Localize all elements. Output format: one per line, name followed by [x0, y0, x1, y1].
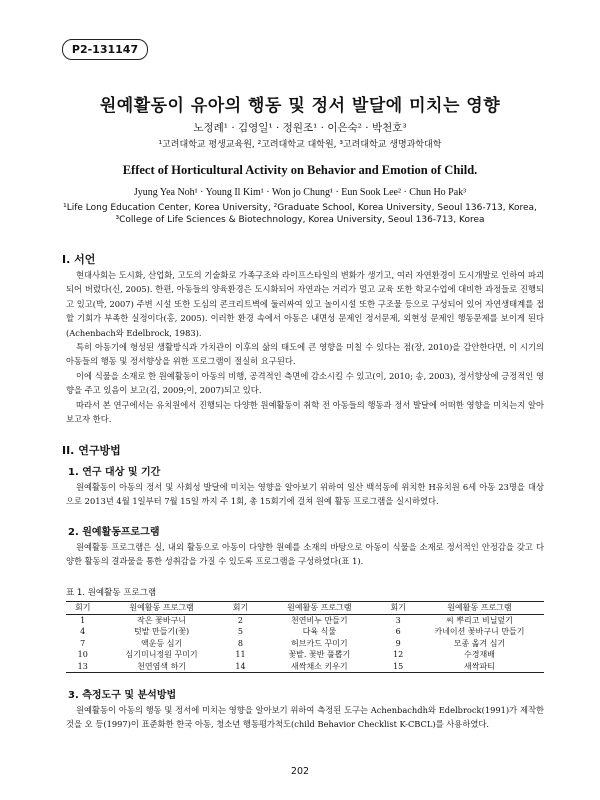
paper-title-english: Effect of Horticultural Activity on Behavior and Emotion of Child. — [122, 163, 478, 177]
table-cell: 카네이션 꽃바구니 만들기 — [434, 627, 525, 637]
paragraph: 원예활동 프로그램은 실, 내외 활동으로 아동이 다양한 원예를 소재의 바탕으로 아동이 식물을 소재로 정서적인 안정감을 갖고 다양한 활동의 결과물을 통한 성취감을 가질 수 있도록 프로그램을 구성하였다(표 1). — [66, 542, 544, 567]
affiliations-korean: ¹고려대학교 평생교육원, ²고려대학교 대학원, ³고려대학교 생명과학대학 — [158, 140, 442, 150]
table-cell: 천연비누 만들기 — [291, 615, 348, 625]
program-body — [66, 540, 544, 569]
affiliation-english-line: ¹Life Long Education Center, Korea University, ²Graduate School, Korea University, Seoul 136-713, Korea, — [63, 203, 537, 213]
table-cell: 천연염색 하기 — [137, 661, 187, 671]
column-header: 원예활동 프로그램 — [287, 603, 352, 613]
table-cell: 6 — [395, 627, 401, 637]
table-cell: 11 — [235, 650, 246, 660]
table-row — [66, 638, 544, 650]
page-number: 202 — [290, 766, 310, 777]
section-heading-methods: II. 연구방법 — [62, 444, 121, 457]
subsection-heading-subjects: 1. 연구 대상 및 기간 — [68, 467, 161, 478]
table-cell: 다육 식물 — [302, 627, 337, 637]
subsection-heading-measurement: 3. 측정도구 및 분석방법 — [68, 690, 177, 701]
table-cell: 4 — [80, 627, 86, 637]
column-header: 회기 — [74, 603, 91, 613]
table-cell: 새싹파티 — [464, 661, 495, 671]
paragraph: 현대사회는 도시화, 산업화, 고도의 기술화로 가족구조와 라이프스타일의 변화가 생기고, 여러 자연환경이 도시개발로 인하여 파괴되어 버렸다(신, 2005). 한편, 아동들의 양육환경은 도시화되어 자연과는 거리가 멀고 교육 또한 학교수업에 대비한 과정들로 진행되고 있고(박, 2007) 주변 시설 또한 도심의 콘크리트벽에 둘러싸여 있고 놀이시설 또한 구조물 등으로 구성되어 있어 자연생태계를 접할 기회가 부족한 실정이다(홍, 2005). 이러한 환경 속에서 아동은 내면성 문제인 정서문제, 외현성 문제인 행동문제를 보이게 된다(Achenbach와 Edelbrock, 1983). — [66, 270, 544, 338]
subjects-body — [66, 480, 544, 509]
table-cell: 5 — [237, 627, 243, 637]
affiliation-english-line: ³College of Life Sciences & Biotechnology, Korea University, Seoul 136-713, Korea — [115, 215, 485, 225]
column-header: 회기 — [232, 603, 249, 613]
program-table — [66, 601, 544, 673]
table-cell: 7 — [80, 638, 86, 648]
authors-english: Jyung Yea Noh¹ · Young Il Kim¹ · Won jo Chung¹ · Eun Sook Lee² · Chun Ho Pak³ — [133, 187, 467, 198]
table-cell: 1 — [80, 615, 86, 625]
table-cell: 수경재배 — [464, 650, 495, 660]
introduction-body — [66, 268, 544, 426]
section-heading-introduction: I. 서언 — [62, 253, 96, 266]
table-row — [66, 661, 544, 673]
paper-title-korean: 원예활동이 유아의 행동 및 정서 발달에 미치는 영향 — [99, 96, 501, 116]
table-cell: 12 — [393, 650, 404, 660]
paragraph: 원예활동이 아동의 행동 및 정서에 미치는 영향을 알아보기 위하여 측정된 도구는 Achenbachdh와 Edelbrock(1991)가 제작한 것을 오 등(1997)이 표준화한 한국 아동, 청소년 행동평가척도(child Behavior Checklist K-CBCL)를 사용하였다. — [66, 705, 544, 730]
table-cell: 9 — [395, 638, 401, 648]
table-cell: 14 — [235, 661, 246, 671]
table-cell: 새싹채소 키우기 — [291, 661, 348, 671]
table-cell: 심기미니정원 꾸미기 — [125, 650, 198, 660]
table-cell: 꽃밭. 꽃반 풀뽑기 — [288, 650, 351, 660]
table-row — [66, 626, 544, 638]
table-cell: 모종 옮겨 심기 — [453, 638, 506, 648]
column-header: 원예활동 프로그램 — [447, 603, 512, 613]
table-cell: 8 — [237, 638, 243, 648]
table-cell: 15 — [393, 661, 404, 671]
table-header-row — [66, 602, 544, 615]
table-cell: 3 — [395, 615, 401, 625]
table-cell: 액운등 심기 — [141, 638, 183, 648]
subsection-heading-program: 2. 원예활동프로그램 — [68, 527, 160, 538]
paragraph: 원예활동이 아동의 정서 및 사회성 발달에 미치는 영향을 알아보기 위하여 일산 백석동에 위치한 H유치원 6세 아동 23명을 대상으로 2013년 4월 1일부터 7월 15일 까지 주 1회, 총 15회기에 걸쳐 원예 활동 프로그램을 실시하였다. — [66, 482, 544, 507]
table-cell: 2 — [237, 615, 243, 625]
column-header: 원예활동 프로그램 — [129, 603, 194, 613]
table-cell: 10 — [77, 650, 88, 660]
table-cell: 텃밭 만들기(꽃) — [134, 627, 190, 637]
paragraph: 따라서 본 연구에서는 유치원에서 진행되는 다양한 원예활동이 취학 전 아동들의 행동과 정서 발달에 어떠한 영향을 미치는지 알아보고자 한다. — [66, 399, 544, 425]
table-cell: 작은 꽃바구니 — [137, 615, 187, 625]
measurement-body — [66, 703, 544, 732]
table-cell: 씨 뿌리고 비닐덮기 — [446, 615, 513, 625]
table-cell: 13 — [77, 661, 88, 671]
table-cell: 허브카드 꾸미기 — [291, 638, 348, 648]
paragraph: 특히 아동기에 형성된 생활방식과 가치관이 이후의 삶의 태도에 큰 영향을 미칠 수 있다는 점(장, 2010)을 감안한다면, 이 시기의 아동들의 행동 및 정서향상을 위한 프로그램이 절실히 요구된다. — [66, 342, 544, 367]
column-header: 회기 — [390, 603, 406, 613]
table-row — [66, 649, 544, 661]
table-row — [66, 614, 544, 626]
paper-id-badge: P2-131147 — [62, 39, 148, 60]
table-caption: 표 1. 원예활동 프로그램 — [66, 588, 157, 598]
paragraph: 이에 식물을 소재로 한 원예활동이 아동의 비행, 공격적인 측면에 감소시킬 수 있고(이, 2010; 송, 2003), 정서향상에 긍정적인 영향을 주고 있음이 보고(김, 2009;이, 2007)되고 있다. — [66, 370, 544, 396]
authors-korean: 노정례¹ · 김영일¹ · 정원조¹ · 이은숙² · 박천호³ — [193, 122, 407, 134]
